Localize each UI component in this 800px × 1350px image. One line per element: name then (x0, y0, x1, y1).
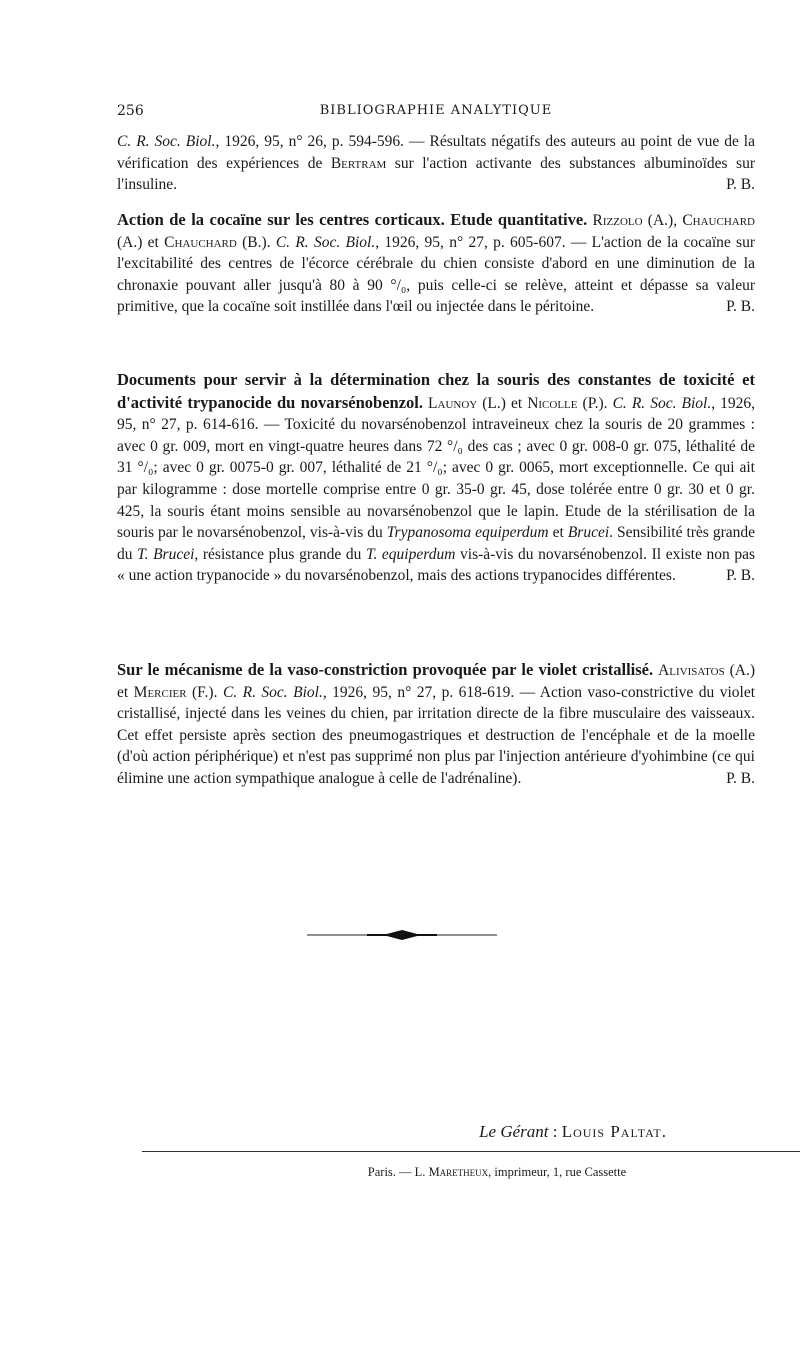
printer-imprint (117, 1165, 800, 1180)
entry-body: , résistance plus grande du (194, 545, 366, 563)
journal-ref: C. R. Soc. Biol. (612, 394, 712, 412)
author-name: Alivisatos (658, 662, 725, 679)
entry-body: , 1926, 95, n° 27, p. 605-607. — L'action de la cocaïne sur l'excitabilité des centres de l'écorce cérébrale du chien consiste d'abord en une diminution de la chronaxie pouvant aller jusqu'à 80 à 90 °/₀, puis celle-ci se relève, atteint et dépasse sa valeur primitive, que la cocaïne soit instillée dans l'œil ou injectée dans le péritoine. (117, 233, 756, 316)
gerant-signature (479, 1122, 667, 1142)
species-name: T. equiperdum (365, 545, 456, 563)
printer-name: Maretheux (428, 1165, 489, 1179)
entry-title: Action de la cocaïne sur les centres corticaux. Etude quantitative. (117, 210, 588, 229)
gerant-name: Louis Paltat. (561, 1122, 667, 1141)
species-name: Trypanosoma equiperdum (386, 524, 549, 542)
entry-body: , 1926, 95, n° 27, p. 614-616. — Toxicité du novarsénobenzol intraveineux chez la souris de 20 grammes : avec 0 gr. 009, mort en vingt-quatre heures dans 72 °/₀ des cas ; avec 0 gr. 008-0 gr. 075, léthalité de 31 °/₀; avec 0 gr. 0075-0 gr. 007, léthalité de 21 °/₀; avec 0 gr. 0065, mort exceptionnelle. Ce qui ait par kilogramme : dose mortelle comprise entre 0 gr. 35-0 gr. 45, dose tolérée entre 0 gr. 30 et 0 gr. 425, la souris étant moins sensible au novarsénobenzol que le lapin. Etude de la stérilisation de la souris par le novarsénobenzol, vis-à-vis du (117, 394, 755, 542)
gerant-label: Le Gérant (479, 1122, 549, 1141)
signature: P. B. (726, 567, 755, 585)
entry-body: , 1926, 95, n° 27, p. 618-619. — Action vaso-constrictive du violet cristallisé, injecté dans les veines du chien, par irritation directe de la fibre musculaire des vaisseaux. Cet effet persiste après section des pneumogastriques et destruction de l'encéphale et de la moelle (d'où action périphérique) et n'est pas supprimé non plus par l'injection antérieure d'yohimbine (ce qui élimine une action sympathique analogue à celle de l'adrénaline). (117, 683, 756, 787)
author-name: Nicolle (527, 394, 578, 412)
author-initials: (B.). (236, 233, 276, 251)
entry-body: vis-à-vis du novarsénobenzol. Il existe non pas « une action trypanocide » du novarsénobenzol, mais des actions trypanocides différentes. (117, 545, 756, 585)
species-name: Brucei (567, 524, 610, 542)
author-initials: (P.). (577, 394, 613, 412)
running-title: BIBLIOGRAPHIE ANALYTIQUE (319, 103, 553, 118)
author-name: Bertram (330, 154, 387, 172)
signature: P. B. (726, 769, 755, 787)
author-initials: (L.) et (477, 394, 528, 412)
imprint-text: Paris. — L. (367, 1165, 429, 1179)
author-name: Launoy (428, 394, 478, 412)
author-initials: (F.). (186, 683, 223, 701)
signature: P. B. (726, 298, 755, 316)
journal-ref: C. R. Soc. Biol. (275, 233, 376, 251)
abstract-entry (117, 659, 755, 790)
author-initials: (A.) et (117, 233, 165, 251)
footer-rule (142, 1151, 800, 1152)
entry-title: Sur le mécanisme de la vaso-constriction provoquée par le violet cristallisé. (117, 660, 654, 679)
journal-ref: C. R. Soc. Biol. (222, 683, 323, 701)
abstract-entry (117, 131, 755, 196)
entry-body: sur l'action activante des substances albuminoïdes sur l'insuline. (117, 154, 755, 194)
author-name: Chauchard (682, 212, 755, 229)
journal-ref: C. R. Soc. Biol. (117, 133, 216, 150)
author-initials: (A.), (642, 212, 683, 229)
entry-body: , 1926, 95, n° 26, p. 594-596. — Résultats négatifs des auteurs au point de vue de la vérification des expériences de (117, 133, 755, 172)
author-name: Mercier (133, 683, 187, 701)
signature: P. B. (726, 176, 755, 194)
fleuron-ornament (307, 928, 497, 942)
species-name: T. Brucei (137, 545, 195, 563)
entry-title: Documents pour servir à la détermination chez la souris des constantes de toxicité et d'activité trypanocide du novarsénobenzol. (117, 370, 755, 412)
running-header (117, 103, 755, 123)
page-number: 256 (117, 103, 144, 119)
abstract-entry (117, 369, 755, 587)
imprint-text: , imprimeur, 1, rue Cassette (488, 1165, 627, 1179)
author-name: Rizzolo (592, 212, 643, 229)
author-initials: (A.) et (117, 662, 756, 701)
abstract-entry (117, 209, 755, 318)
author-name: Chauchard (164, 233, 237, 251)
entry-body: . Sensibilité très grande du (117, 524, 756, 563)
entry-body: et (548, 524, 568, 542)
gerant-separator: : (548, 1122, 562, 1141)
